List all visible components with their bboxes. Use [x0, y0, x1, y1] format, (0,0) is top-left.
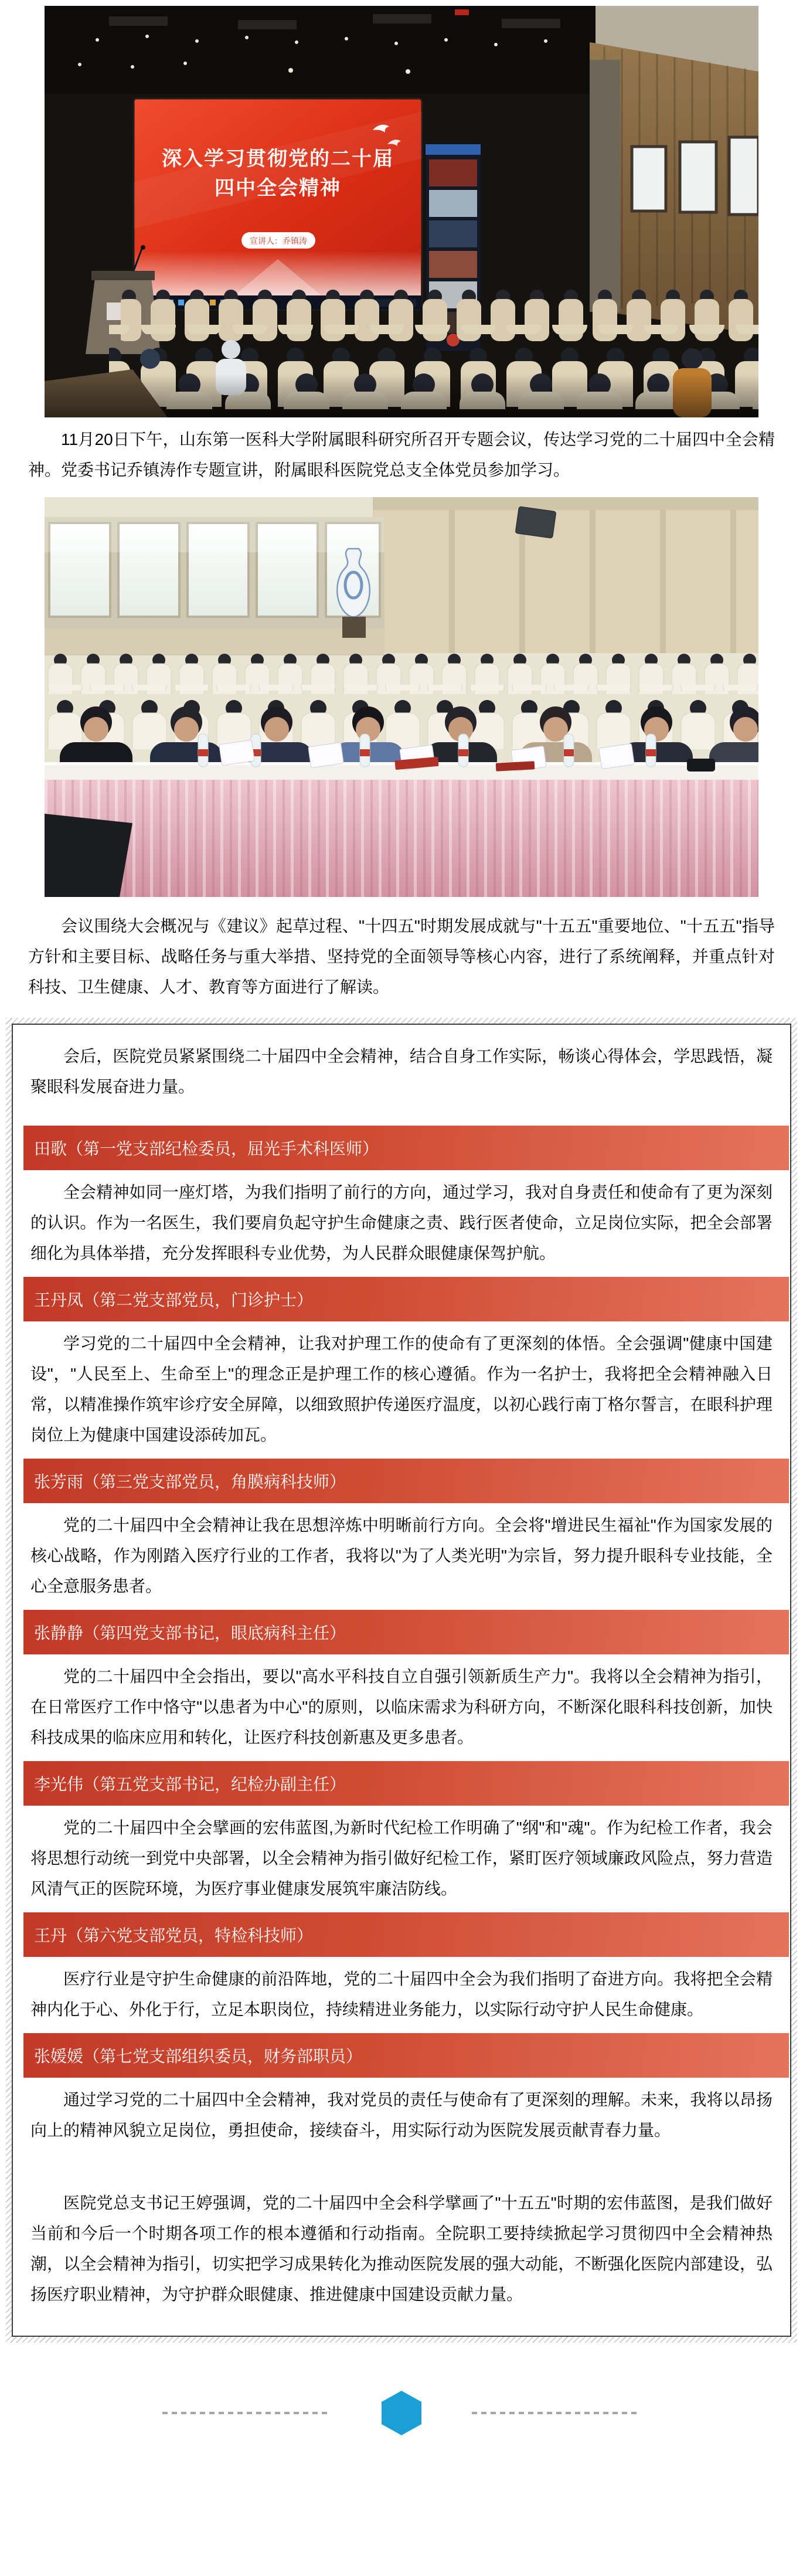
photo-conference-hall [45, 6, 758, 417]
speaker-banner-zhangyuanyuan: 张媛媛（第七党支部组织委员，财务部职员） [23, 2033, 789, 2078]
speaker-quote-zhangjingjing: 党的二十届四中全会指出，要以"高水平科技自立自强引领新质生产力"。我将以全会精神为指引，在日常医疗工作中恪守"以患者为中心"的原则，以临床需求为科研方向，不断深化眼科科技创新，加快科技成果的临床应用和转化，让医疗科技创新惠及更多患者。 [30, 1667, 773, 1746]
speaker-banner-zhangjingjing: 张静静（第四党支部书记，眼底病科主任） [23, 1610, 789, 1654]
speaker-quote-zhangyuanyuan: 通过学习党的二十届四中全会精神，我对党员的责任与使命有了更深刻的理解。未来，我将以昂扬向上的精神风貌立足岗位，勇担使命，接续奋斗，用实际行动为医院发展贡献青春力量。 [30, 2091, 773, 2139]
speaker-banner-tiange: 田歌（第一党支部纪检委员，屈光手术科医师） [23, 1126, 789, 1170]
photo-attendees [45, 497, 758, 897]
dark-corner-object [45, 814, 132, 897]
hexagon-icon [382, 2391, 421, 2435]
wall-beam [373, 497, 758, 510]
wood-wall [373, 497, 758, 653]
slide-title-line1: 深入学习贯彻党的二十届 [162, 148, 394, 170]
paragraph-intro: 11月20日下午，山东第一医科大学附属眼科研究所召开专题会议，传达学习党的二十届四中全会精神。党委书记乔镇涛作专题宣讲，附属眼科医院党总支全体党员参加学习。 [28, 430, 775, 479]
speaker-banner-liguangwei: 李光伟（第五党支部书记，纪检办副主任） [23, 1761, 789, 1806]
speaker-quote-tiange: 全会精神如同一座灯塔，为我们指明了前行的方向，通过学习，我对自身责任和使命有了更为深刻的认识。作为一名医生，我们要肩负起守护生命健康之责、践行医者使命，立足岗位实际，把全会部署细化为具体举措，充分发挥眼科专业优势，为人民群众眼健康保驾护航。 [30, 1183, 773, 1262]
slide-title-line2: 四中全会精神 [215, 177, 341, 199]
speaker-banner-zhangfangyu: 张芳雨（第三党支部党员，角膜病科技师） [23, 1459, 789, 1503]
floor-shadow [45, 374, 758, 417]
box-intro-paragraph: 会后，医院党员紧紧围绕二十届四中全会精神，结合自身工作实际，畅谈心得体会，学思践悟，凝聚眼科发展奋进力量。 [30, 1047, 773, 1096]
dashed-line-left [162, 2412, 331, 2414]
wall-speaker [515, 507, 556, 538]
speaker-quote-wangdanfeng: 学习党的二十届四中全会精神，让我对护理工作的使命有了更深刻的体悟。全会强调"健康中国建设"，"人民至上、生命至上"的理念正是护理工作的核心遵循。作为一名护士，我将把全会精神融入日常，以精准操作筑牢诊疗安全屏障，以细致照护传递医疗温度，以初心践行南丁格尔誓言，在眼科护理岗位上为健康中国建设添砖加瓦。 [30, 1334, 773, 1444]
speaker-quote-wangdan: 医疗行业是守护生命健康的前沿阵地，党的二十届四中全会为我们指明了奋进方向。我将把全会精神内化于心、外化于行，立足本职岗位，持续精进业务能力，以实际行动守护人民生命健康。 [30, 1970, 773, 2018]
photo1-svg [45, 6, 758, 417]
photo2-svg [45, 497, 758, 897]
curtain [590, 60, 620, 312]
reflections-box-inner [12, 1024, 791, 2337]
speaker-banner-wangdanfeng: 王丹凤（第二党支部党员，门诊护士） [23, 1277, 789, 1321]
reflections-box [6, 1018, 797, 2343]
article-page [0, 6, 803, 2435]
phone [687, 759, 715, 772]
windows [632, 137, 758, 215]
speaker-quote-liguangwei: 党的二十届四中全会擘画的宏伟蓝图,为新时代纪检工作明确了"纲"和"魂"。作为纪检工作者，我会将思想行动统一到党中央部署，以全会精神为指引做好纪检工作，紧盯医疗领域廉政风险点，努力营造风清气正的医院环境，为医疗事业健康发展筑牢廉洁防线。 [30, 1819, 773, 1898]
speaker-quote-zhangfangyu: 党的二十届四中全会精神让我在思想淬炼中明晰前行方向。全会将"增进民生福祉"作为国家发展的核心战略，作为刚踏入医疗行业的工作者，我将以"为了人类光明"为宗旨，努力提升眼科专业技能，全心全意服务患者。 [30, 1516, 773, 1595]
closing-paragraph: 医院党总支书记王婷强调，党的二十届四中全会科学擘画了"十五五"时期的宏伟蓝图，是我们做好当前和今后一个时期各项工作的根本遵循和行动指南。全院职工要持续掀起学习贯彻四中全会精神热潮，以全会精神为指引，切实把学习成果转化为推动医院发展的强大动能，不断强化医院内部建设，弘扬医疗职业精神，为守护群众眼健康、推进健康中国建设贡献力量。 [30, 2194, 773, 2303]
footer-divider [0, 2391, 803, 2435]
paragraph-meeting-content: 会议围绕大会概况与《建议》起草过程、"十四五"时期发展成就与"十五五"重要地位、"十五五"指导方针和主要目标、战略任务与重大举措、坚持党的全面领导等核心内容，进行了系统阐释，并重点针对科技、卫生健康、人才、教育等方面进行了解读。 [28, 917, 775, 996]
tablecloth-folds [45, 780, 758, 897]
window-glow [45, 517, 385, 552]
dashed-line-right [472, 2412, 641, 2414]
exit-sign [455, 9, 469, 15]
speaker-banner-wangdan: 王丹（第六党支部党员，特检科技师） [23, 1912, 789, 1957]
presenter-pill-text: 宣讲人：乔镇涛 [250, 236, 307, 246]
